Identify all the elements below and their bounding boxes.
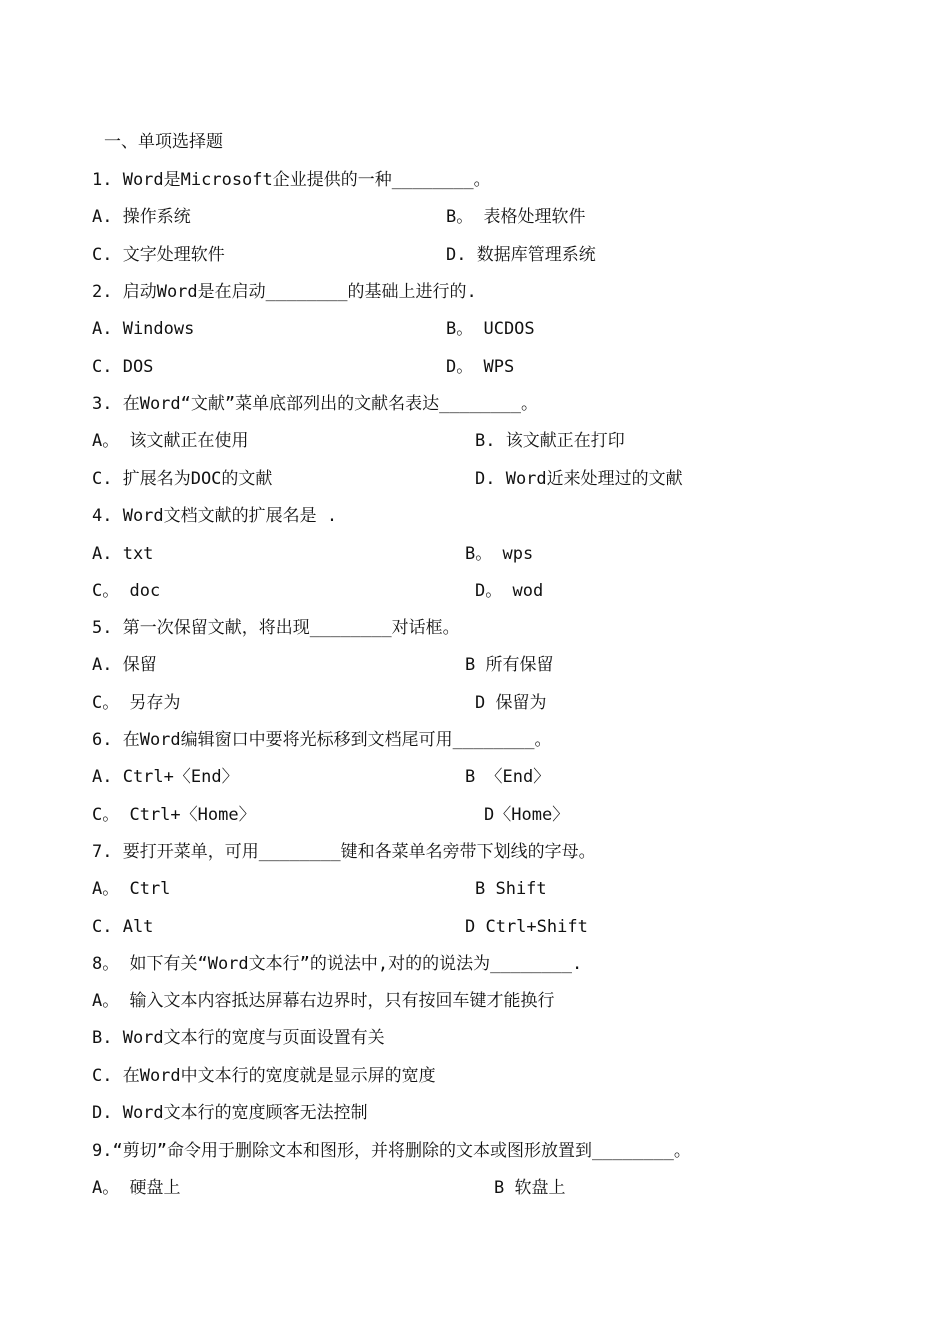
option-d: D. 数据库管理系统 — [446, 245, 596, 265]
option-c: C. DOS — [92, 357, 154, 377]
option-c: C. 文字处理软件 — [92, 245, 225, 265]
option-a: A。 Ctrl — [92, 879, 171, 899]
option-a: A. txt — [92, 544, 154, 564]
option-b: B。 wps — [465, 544, 534, 564]
option-c: C. 扩展名为DOC的文献 — [92, 469, 273, 489]
option-c: C。 另存为 — [92, 693, 181, 713]
option-b: B. Word文本行的宽度与页面设置有关 — [92, 1028, 385, 1048]
question-stem: 1. Word是Microsoft企业提供的一种________。 — [92, 170, 491, 190]
question-stem: 9.“剪切”命令用于删除文本和图形，并将删除的文本或图形放置到________。 — [92, 1141, 691, 1161]
question-stem: 2. 启动Word是在启动________的基础上进行的. — [92, 282, 477, 302]
option-b: B 所有保留 — [465, 655, 554, 675]
option-a: A. 保留 — [92, 655, 157, 675]
question-stem: 8。 如下有关“Word文本行”的说法中,对的的说法为________. — [92, 954, 583, 974]
option-d: D. Word近来处理过的文献 — [475, 469, 683, 489]
option-b: B 软盘上 — [494, 1178, 566, 1198]
option-c: C。 doc — [92, 581, 161, 601]
option-b: B。 表格处理软件 — [446, 207, 586, 227]
option-d: D. Word文本行的宽度顾客无法控制 — [92, 1103, 368, 1123]
option-d: D Ctrl+Shift — [465, 917, 588, 937]
option-a: A。 该文献正在使用 — [92, 431, 249, 451]
option-c: C。 Ctrl+〈Home〉 — [92, 805, 256, 825]
option-a: A。 硬盘上 — [92, 1178, 181, 1198]
option-b: B。 UCDOS — [446, 319, 535, 339]
option-a: A. Ctrl+〈End〉 — [92, 767, 239, 787]
option-a: A. Windows — [92, 319, 195, 339]
section-title: 一、单项选择题 — [104, 132, 223, 152]
question-stem: 3. 在Word“文献”菜单底部列出的文献名表达________。 — [92, 394, 538, 414]
option-d: D 保留为 — [475, 693, 547, 713]
option-b: B 〈End〉 — [465, 767, 551, 787]
option-d: D。 wod — [475, 581, 544, 601]
option-d: D。 WPS — [446, 357, 515, 377]
question-stem: 4. Word文档文献的扩展名是 . — [92, 506, 338, 526]
option-b: B. 该文献正在打印 — [475, 431, 625, 451]
option-b: B Shift — [475, 879, 547, 899]
option-c: C. 在Word中文本行的宽度就是显示屏的宽度 — [92, 1066, 436, 1086]
question-stem: 6. 在Word编辑窗口中要将光标移到文档尾可用________。 — [92, 730, 552, 750]
question-stem: 7. 要打开菜单，可用________键和各菜单名旁带下划线的字母。 — [92, 842, 596, 862]
option-c: C. Alt — [92, 917, 154, 937]
option-a: A. 操作系统 — [92, 207, 191, 227]
option-a: A。 输入文本内容抵达屏幕右边界时，只有按回车键才能换行 — [92, 991, 555, 1011]
question-stem: 5. 第一次保留文献，将出现________对话框。 — [92, 618, 460, 638]
option-d: D〈Home〉 — [484, 805, 570, 825]
